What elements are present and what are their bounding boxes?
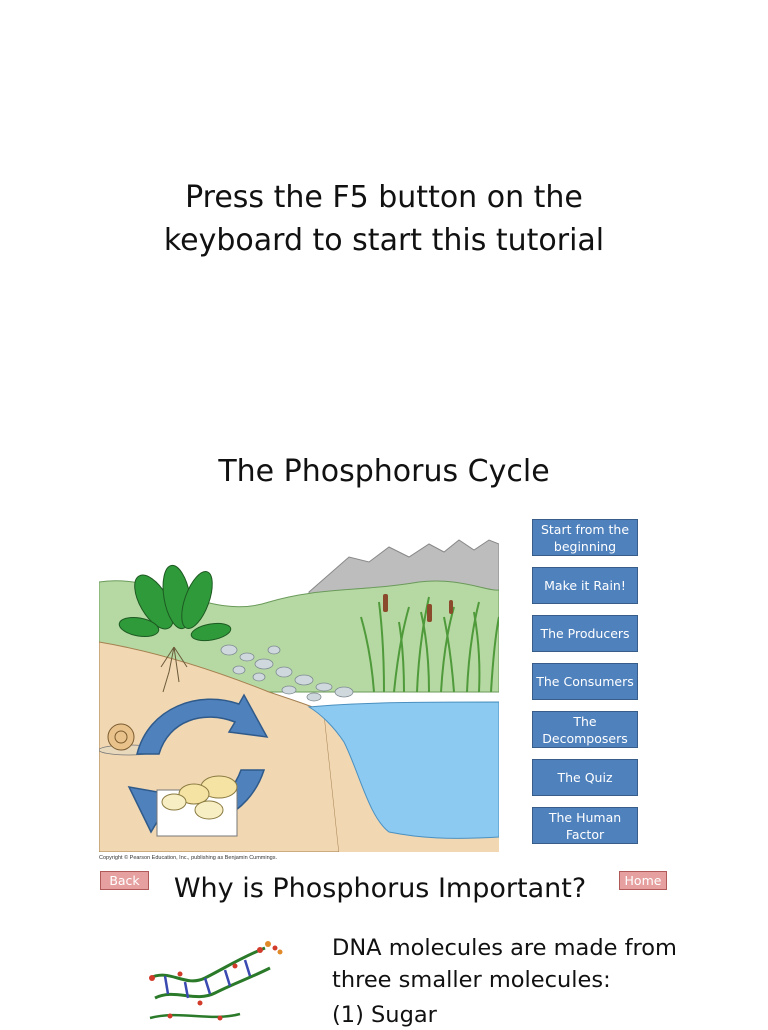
nav-start-button[interactable]: Start from the beginning [532, 519, 638, 556]
nav-human-factor-button[interactable]: The Human Factor [532, 807, 638, 844]
copyright-notice: Copyright © Pearson Education, Inc., publishing as Benjamin Cummings. [99, 855, 278, 861]
slide-title: The Phosphorus Cycle [218, 454, 550, 489]
dna-molecule-image [140, 938, 285, 1024]
nav-quiz-button[interactable]: The Quiz [532, 759, 638, 796]
dna-description-line-2: three smaller molecules: [332, 967, 611, 993]
nav-producers-button[interactable]: The Producers [532, 615, 638, 652]
intro-instruction [0, 176, 768, 262]
section-heading: Why is Phosphorus Important? [173, 873, 587, 904]
back-button[interactable]: Back [100, 871, 149, 890]
dna-description-line-1: DNA molecules are made from [332, 935, 677, 961]
intro-line-1: Press the F5 button on the [185, 180, 583, 215]
nav-decomposers-button[interactable]: The Decomposers [532, 711, 638, 748]
nav-consumers-button[interactable]: The Consumers [532, 663, 638, 700]
intro-line-2: keyboard to start this tutorial [163, 223, 605, 258]
home-button[interactable]: Home [619, 871, 667, 890]
nav-make-it-rain-button[interactable]: Make it Rain! [532, 567, 638, 604]
list-item-sugar: (1) Sugar [332, 1002, 437, 1028]
dna-description [332, 932, 677, 996]
phosphorus-cycle-illustration [99, 532, 499, 852]
